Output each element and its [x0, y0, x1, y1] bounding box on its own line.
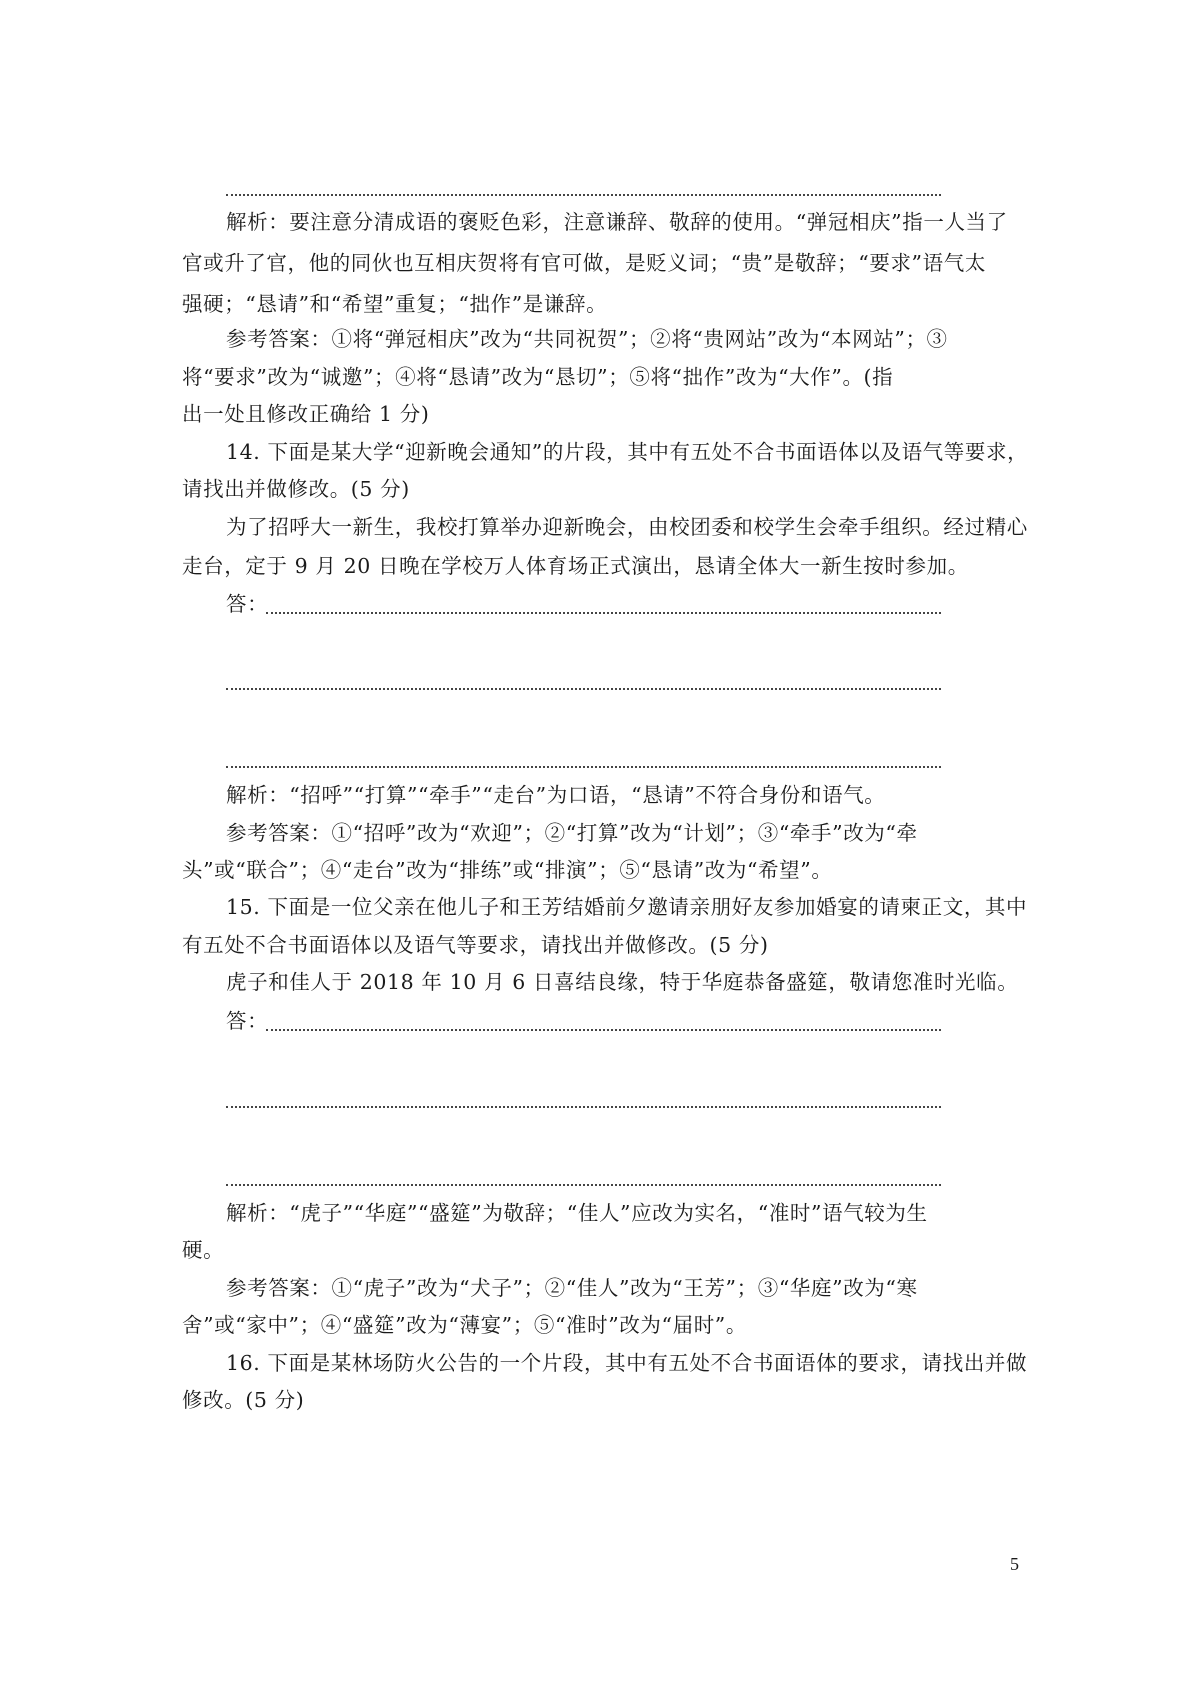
question-14-answer-line-2: 头”或“联合”；④“走台”改为“排练”或“排演”；⑤“恳请”改为“希望”。	[182, 858, 833, 882]
question-14-analysis: 解析：“招呼”“打算”“牵手”“走台”为口语，“恳请”不符合身份和语气。	[226, 783, 886, 807]
answer-blank-line	[226, 194, 941, 196]
question-15-line-2: 有五处不合书面语体以及语气等要求，请找出并做修改。(5 分)	[182, 933, 769, 957]
answer-blank-line	[226, 1184, 941, 1186]
question-15-answer-line-2: 舍”或“家中”；④“盛筵”改为“薄宴”；⑤“准时”改为“届时”。	[182, 1313, 747, 1337]
answer-blank-line	[266, 612, 941, 614]
question-15-analysis-line-1: 解析：“虎子”“华庭”“盛筵”为敬辞；“佳人”应改为实名，“准时”语气较为生	[226, 1201, 928, 1225]
question-14-passage-line-1: 为了招呼大一新生，我校打算举办迎新晚会，由校团委和校学生会牵手组织。经过精心	[226, 515, 1028, 539]
answer-blank-line	[226, 688, 941, 690]
answer-13-line-2: 将“要求”改为“诚邀”；④将“恳请”改为“恳切”；⑤将“拙作”改为“大作”。(指	[182, 365, 894, 389]
answer-13-line-1: 参考答案：①将“弹冠相庆”改为“共同祝贺”；②将“贵网站”改为“本网站”；③	[226, 327, 948, 351]
question-14-line-1: 14. 下面是某大学“迎新晚会通知”的片段，其中有五处不合书面语体以及语气等要求，	[226, 440, 1029, 464]
analysis-13-line-1: 解析：要注意分清成语的褒贬色彩，注意谦辞、敬辞的使用。“弹冠相庆”指一人当了	[226, 210, 1008, 234]
question-15-answer-line-1: 参考答案：①“虎子”改为“犬子”；②“佳人”改为“王芳”；③“华庭”改为“寒	[226, 1276, 918, 1300]
page-number: 5	[1010, 1554, 1019, 1574]
answer-blank-line	[226, 1106, 941, 1108]
question-16-line-1: 16. 下面是某林场防火公告的一个片段，其中有五处不合书面语体的要求，请找出并做	[226, 1351, 1028, 1375]
answer-blank-line	[266, 1029, 941, 1031]
analysis-13-line-2: 官或升了官，他的同伙也互相庆贺将有官可做，是贬义词；“贵”是敬辞；“要求”语气太	[182, 251, 986, 275]
question-16-line-2: 修改。(5 分)	[182, 1388, 305, 1412]
question-15-answer-label: 答：	[226, 1009, 269, 1033]
question-14-answer-line-1: 参考答案：①“招呼”改为“欢迎”；②“打算”改为“计划”；③“牵手”改为“牵	[226, 821, 918, 845]
question-15-analysis-line-2: 硬。	[182, 1238, 225, 1262]
answer-13-line-3: 出一处且修改正确给 1 分)	[182, 402, 430, 426]
question-15-passage: 虎子和佳人于 2018 年 10 月 6 日喜结良缘，特于华庭恭备盛筵，敬请您准时光临。	[226, 970, 1019, 994]
question-14-passage-line-2: 走台，定于 9 月 20 日晚在学校万人体育场正式演出，恳请全体大一新生按时参加。	[182, 554, 969, 578]
analysis-13-line-3: 强硬；“恳请”和“希望”重复；“拙作”是谦辞。	[182, 292, 608, 316]
question-14-line-2: 请找出并做修改。(5 分)	[182, 477, 410, 501]
answer-blank-line	[226, 766, 941, 768]
question-15-line-1: 15. 下面是一位父亲在他儿子和王芳结婚前夕邀请亲朋好友参加婚宴的请柬正文，其中	[226, 895, 1028, 919]
question-14-answer-label: 答：	[226, 592, 269, 616]
